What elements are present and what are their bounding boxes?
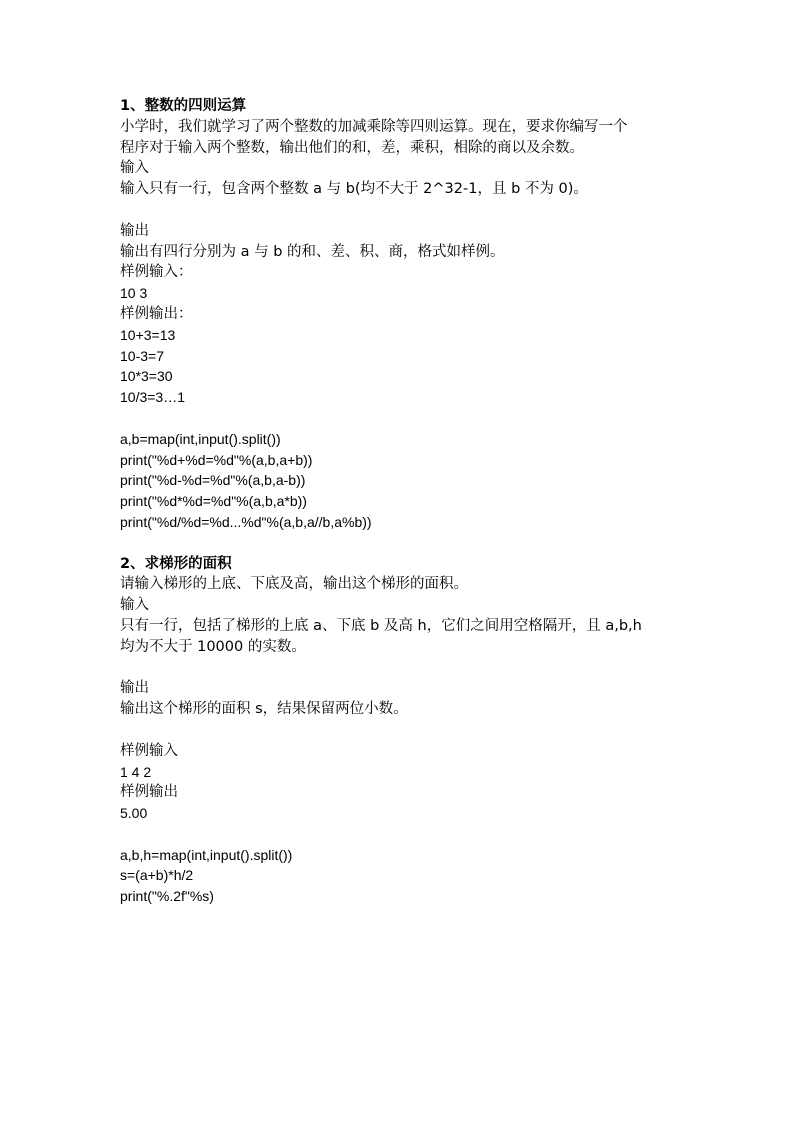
section1-input-label: 输入 (120, 160, 149, 177)
section2-code-line: s=(a+b)*h/2 (120, 867, 194, 884)
blank-line (120, 200, 680, 221)
section1-code-line: print("%d*%d=%d"%(a,b,a*b)) (120, 493, 307, 510)
section1-output-label: 输出 (120, 222, 149, 239)
section1-desc-line1: 小学时，我们就学习了两个整数的加减乘除等四则运算。现在，要求你编写一个 (120, 118, 628, 135)
section1-sample-output-line: 10/3=3…1 (120, 389, 185, 406)
section2-sample-input: 1 4 2 (120, 763, 152, 780)
blank-line (120, 408, 680, 429)
section2-input-desc-line1: 只有一行，包括了梯形的上底 a、下底 b 及高 h，它们之间用空格隔开，且 a,b,h (120, 617, 642, 634)
section2-code-line: a,b,h=map(int,input().split()) (120, 846, 293, 863)
section1-sample-output-line: 10+3=13 (120, 326, 176, 343)
section1-code-line: a,b=map(int,input().split()) (120, 430, 281, 447)
section1-sample-input-label: 样例输入： (120, 264, 193, 281)
section2-sample-output: 5.00 (120, 805, 148, 822)
section1-output-desc: 输出有四行分别为 a 与 b 的和、差、积、商，格式如样例。 (120, 243, 505, 260)
blank-line (120, 824, 680, 845)
blank-line (120, 658, 680, 679)
section1-code-line: print("%d/%d=%d...%d"%(a,b,a//b,a%b)) (120, 513, 372, 530)
blank-line (120, 720, 680, 741)
section2-sample-output-label: 样例输出 (120, 784, 178, 801)
section1-title: 1、整数的四则运算 (120, 98, 247, 114)
section2-desc: 请输入梯形的上底、下底及高，输出这个梯形的面积。 (120, 576, 468, 593)
section2-output-label: 输出 (120, 680, 149, 697)
section1-sample-output-label: 样例输出： (120, 305, 193, 322)
section1-input-desc: 输入只有一行，包含两个整数 a 与 b(均不大于 2^32-1，且 b 不为 0)。 (120, 181, 588, 198)
section2-sample-input-label: 样例输入 (120, 742, 178, 759)
section1-sample-output-line: 10-3=7 (120, 347, 164, 364)
section1-sample-output-line: 10*3=30 (120, 368, 173, 385)
section1-code-line: print("%d+%d=%d"%(a,b,a+b)) (120, 451, 313, 468)
section2-code-line: print("%.2f"%s) (120, 888, 214, 905)
section2-title: 2、求梯形的面积 (120, 555, 232, 572)
section1-code-line: print("%d-%d=%d"%(a,b,a-b)) (120, 472, 306, 489)
section1-desc-line2: 程序对于输入两个整数，输出他们的和，差，乘积，相除的商以及余数。 (120, 139, 584, 156)
section1-sample-input: 10 3 (120, 285, 148, 302)
section2-output-desc: 输出这个梯形的面积 s，结果保留两位小数。 (120, 701, 408, 718)
section2-input-desc-line2: 均为不大于 10000 的实数。 (120, 638, 306, 655)
section2-input-label: 输入 (120, 597, 149, 614)
document-content (120, 96, 680, 907)
blank-line (120, 533, 680, 554)
